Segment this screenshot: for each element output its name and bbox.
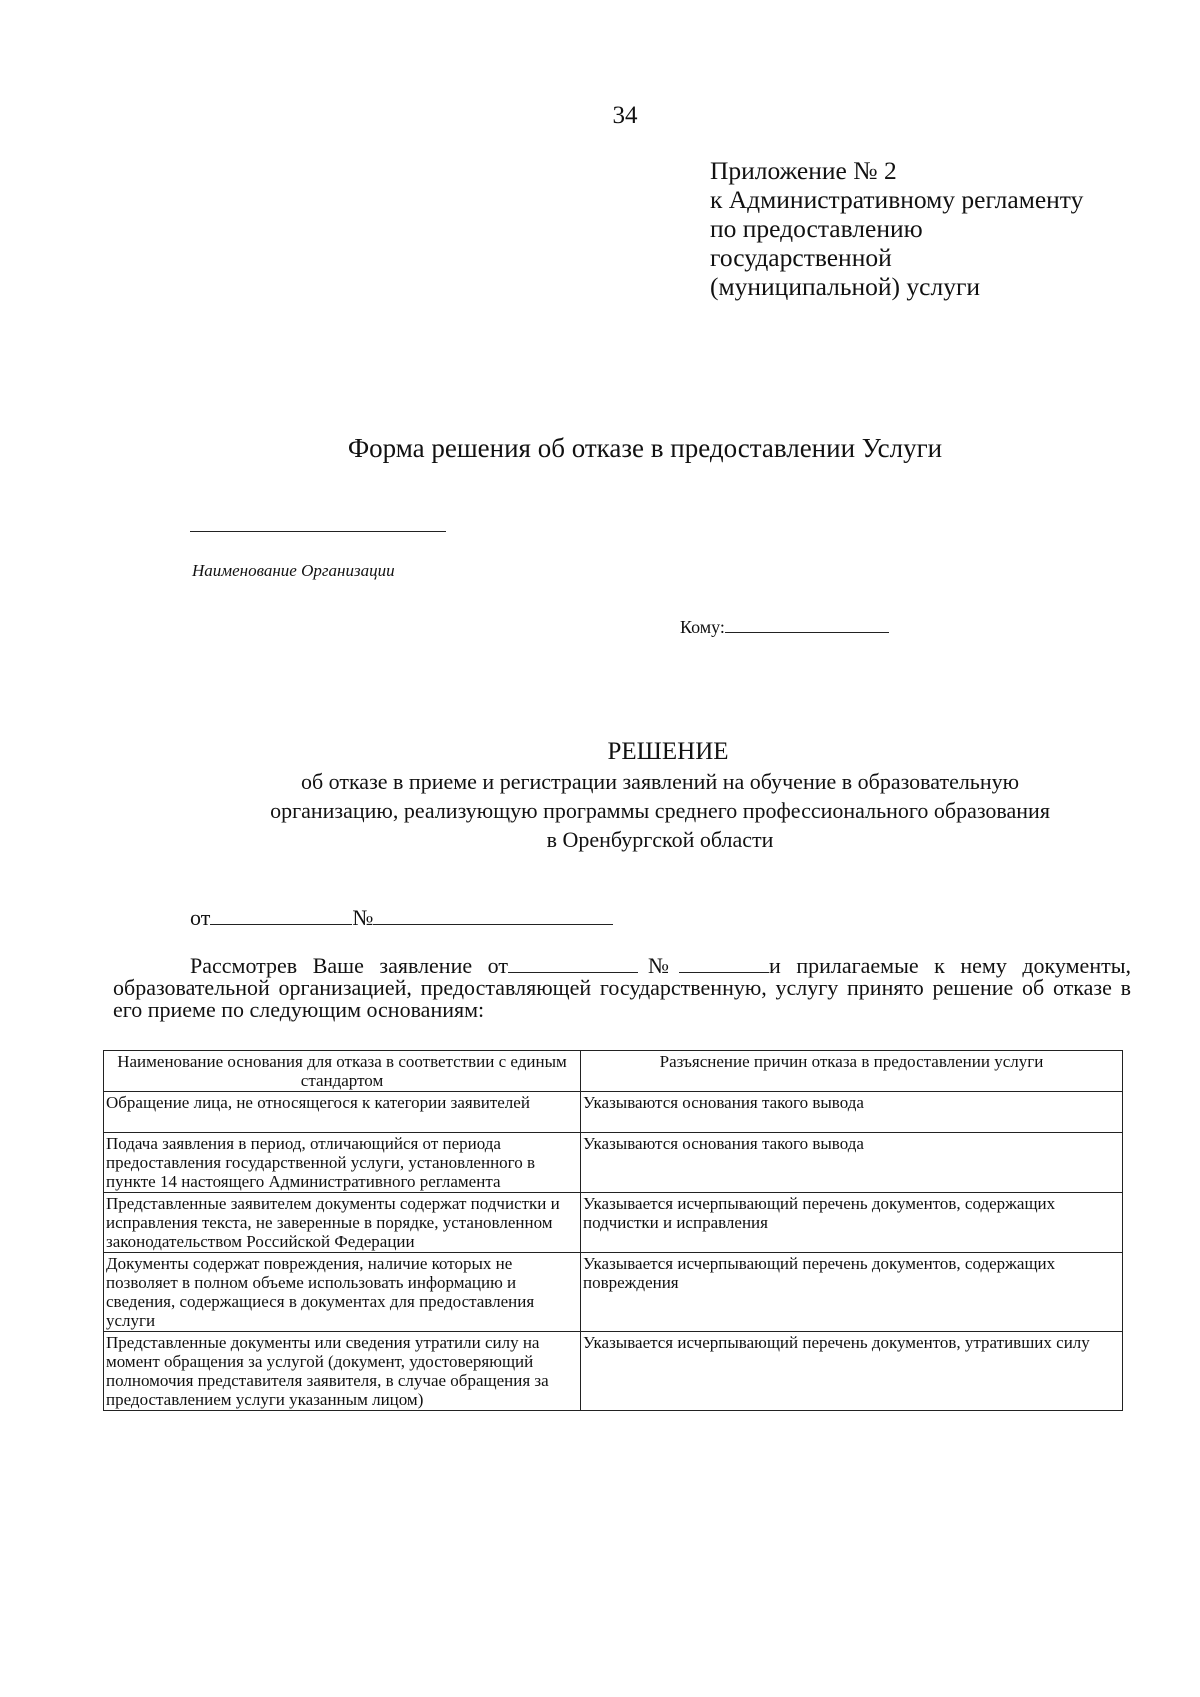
recipient-field xyxy=(680,614,889,638)
decision-subtitle xyxy=(185,767,1135,854)
decision-title: РЕШЕНИЕ xyxy=(607,738,729,765)
table-row xyxy=(104,1332,1123,1411)
explanation-cell: Указывается исчерпывающий перечень документов, содержащих подчистки и исправления xyxy=(581,1193,1123,1253)
body-paragraph xyxy=(113,950,1131,1021)
body-text-part1: Рассмотрев Ваше заявление от xyxy=(190,953,508,978)
reason-cell: Документы содержат повреждения, наличие которых не позволяет в полном объеме использовать информацию и сведения, содержащиеся в документах для предоставления услуги xyxy=(104,1253,581,1332)
organization-label: Наименование Организации xyxy=(192,561,395,580)
explanation-cell: Указываются основания такого вывода xyxy=(581,1092,1123,1133)
recipient-blank xyxy=(725,614,889,633)
date-blank xyxy=(210,902,352,925)
decision-subtitle-line: в Оренбургской области xyxy=(546,827,774,852)
recipient-label: Кому: xyxy=(680,617,725,637)
body-text-part2: и прилагаемые к нему документы, образовательной организацией, предоставляющей государственную, услугу принято решение об отказе в его приеме по следующим основаниям: xyxy=(113,953,1131,1022)
body-number-label: № xyxy=(637,953,680,978)
decision-subtitle-line: об отказе в приеме и регистрации заявлений на обучение в образовательную xyxy=(300,769,1020,794)
appendix-header xyxy=(710,156,1083,301)
table-row xyxy=(104,1092,1123,1133)
reason-cell: Подача заявления в период, отличающийся от периода предоставления государственной услуги, установленного в пункте 14 настоящего Административного регламента xyxy=(104,1133,581,1193)
date-label: от xyxy=(190,905,211,930)
table-header-row xyxy=(104,1051,1123,1092)
appendix-line: к Административному регламенту xyxy=(710,185,1084,214)
appendix-line: по предоставлению xyxy=(710,214,923,243)
application-number-blank xyxy=(679,950,769,973)
table-row xyxy=(104,1253,1123,1332)
application-date-blank xyxy=(508,950,638,973)
table-row xyxy=(104,1193,1123,1253)
organization-name-line xyxy=(190,531,446,532)
table-header-reason: Наименование основания для отказа в соответствии с единым стандартом xyxy=(104,1051,581,1092)
explanation-cell: Указывается исчерпывающий перечень документов, утративших силу xyxy=(581,1332,1123,1411)
number-blank xyxy=(373,902,613,925)
appendix-line: Приложение № 2 xyxy=(710,156,897,185)
reason-cell: Представленные заявителем документы содержат подчистки и исправления текста, не заверенные в порядке, установленном законодательством Российской Федерации xyxy=(104,1193,581,1253)
table-row xyxy=(104,1133,1123,1193)
page-number: 34 xyxy=(612,102,638,129)
decision-subtitle-line: организацию, реализующую программы среднего профессионального образования xyxy=(270,798,1050,823)
decision-date-number xyxy=(190,902,613,931)
explanation-cell: Указывается исчерпывающий перечень документов, содержащих повреждения xyxy=(581,1253,1123,1332)
appendix-line: государственной xyxy=(710,243,892,272)
refusal-reasons-table xyxy=(103,1050,1123,1411)
explanation-cell: Указываются основания такого вывода xyxy=(581,1133,1123,1193)
form-title: Форма решения об отказе в предоставлении Услуги xyxy=(347,433,943,463)
appendix-line: (муниципальной) услуги xyxy=(710,272,981,301)
reason-cell: Представленные документы или сведения утратили силу на момент обращения за услугой (документ, удостоверяющий полномочия представителя заявителя, в случае обращения за предоставлением услуги указанным лицом) xyxy=(104,1332,581,1411)
number-label: № xyxy=(352,905,374,930)
table-header-explanation: Разъяснение причин отказа в предоставлении услуги xyxy=(581,1051,1123,1092)
reason-cell: Обращение лица, не относящегося к категории заявителей xyxy=(104,1092,581,1133)
